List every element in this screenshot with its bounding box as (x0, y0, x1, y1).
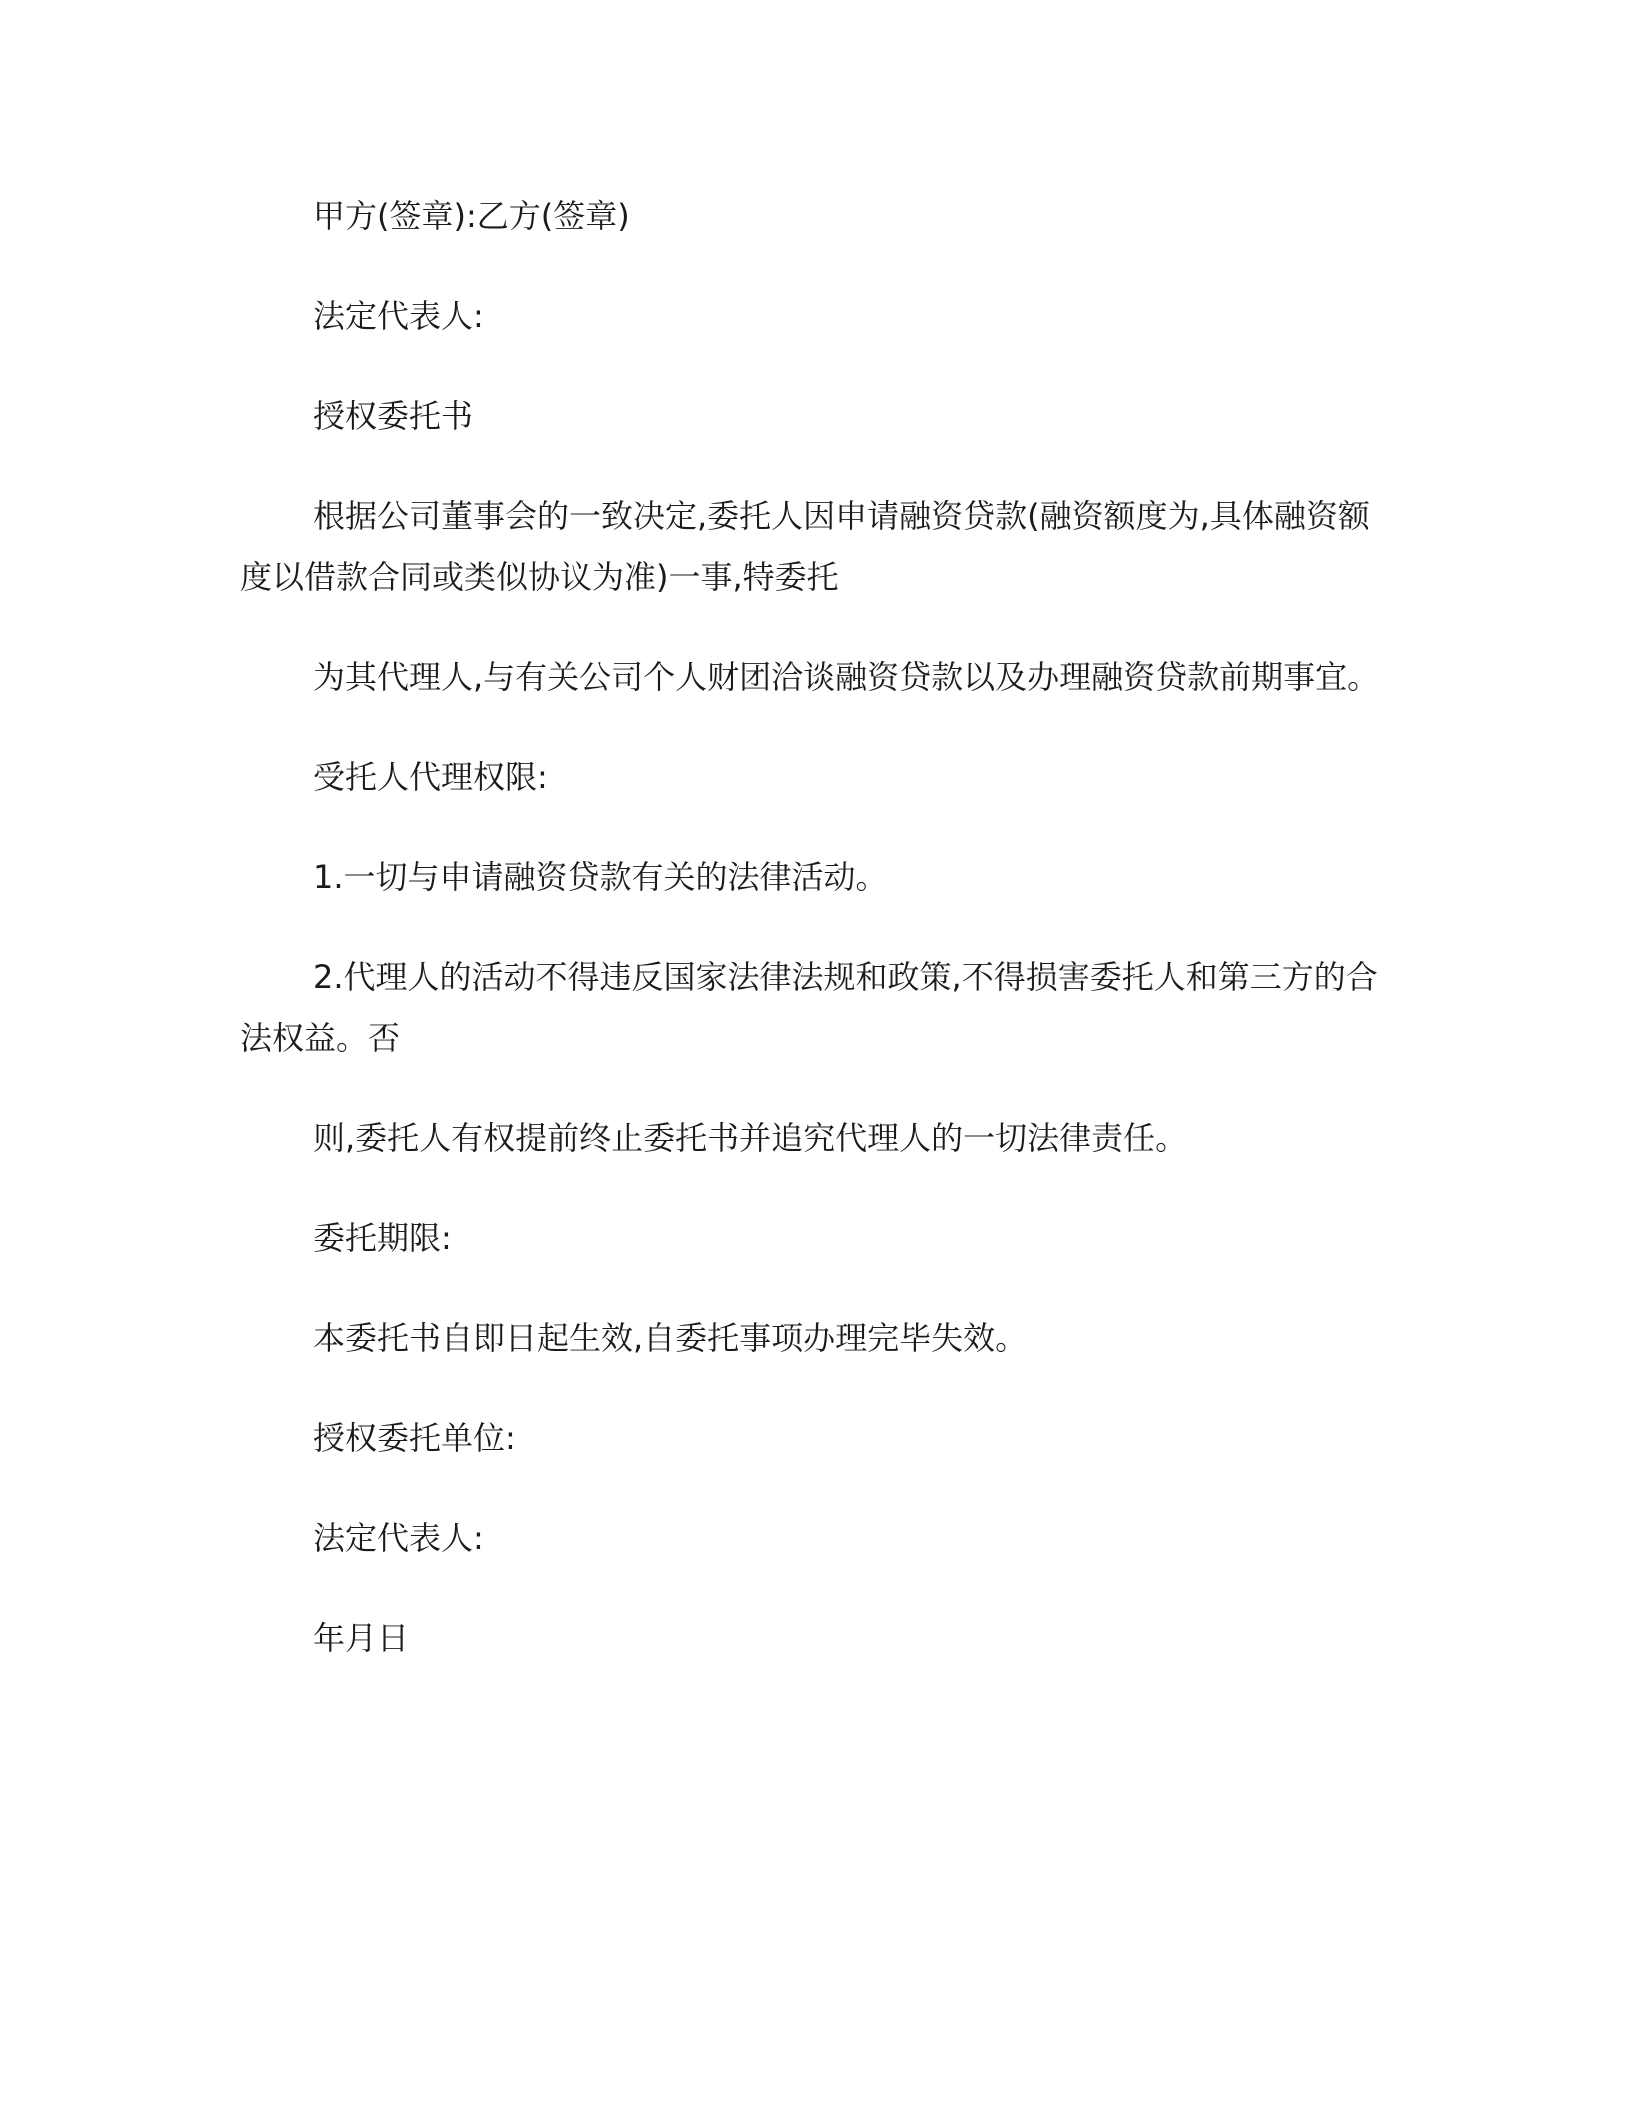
legal-representative-label: 法定代表人: (313, 297, 484, 335)
term-heading: 委托期限: (313, 1219, 452, 1257)
signature-parties-paragraph (240, 186, 1392, 247)
authority-item-1: 1.一切与申请融资贷款有关的法律活动。 (313, 858, 888, 896)
agent-scope-paragraph (240, 647, 1392, 708)
authorization-title-paragraph (240, 386, 1392, 447)
date-paragraph (240, 1608, 1392, 1669)
authority-item-2-line-2: 法权益。否 (240, 1019, 401, 1057)
authority-item-1-paragraph (240, 847, 1392, 908)
term-text-paragraph (240, 1308, 1392, 1369)
authority-item-2-line-1: 2.代理人的活动不得违反国家法律法规和政策,不得损害委托人和第三方的合 (313, 958, 1378, 996)
legal-representative-paragraph (240, 286, 1392, 347)
authorization-body-line-2: 度以借款合同或类似协议为准)一事,特委托 (240, 558, 839, 596)
date-line: 年月日 (313, 1619, 410, 1657)
agent-authority-heading-paragraph (240, 747, 1392, 808)
agent-authority-heading: 受托人代理权限: (313, 758, 548, 796)
term-heading-paragraph (240, 1208, 1392, 1269)
agent-scope-line: 为其代理人,与有关公司个人财团洽谈融资贷款以及办理融资贷款前期事宜。 (313, 658, 1380, 696)
term-text: 本委托书自即日起生效,自委托事项办理完毕失效。 (313, 1319, 1028, 1357)
signature-parties-line: 甲方(签章):乙方(签章) (313, 197, 630, 235)
authorization-body-line-1: 根据公司董事会的一致决定,委托人因申请融资贷款(融资额度为,具体融资额 (313, 497, 1370, 535)
authorization-title: 授权委托书 (313, 397, 474, 435)
authority-item-2-paragraph (240, 947, 1392, 1069)
signature-legal-representative-paragraph (240, 1508, 1392, 1569)
authorizing-unit-label: 授权委托单位: (313, 1419, 516, 1457)
authorizing-unit-paragraph (240, 1408, 1392, 1469)
signature-legal-representative-label: 法定代表人: (313, 1519, 484, 1557)
termination-clause-paragraph (240, 1108, 1392, 1169)
termination-clause: 则,委托人有权提前终止委托书并追究代理人的一切法律责任。 (313, 1119, 1188, 1157)
authorization-body-paragraph (240, 486, 1392, 608)
